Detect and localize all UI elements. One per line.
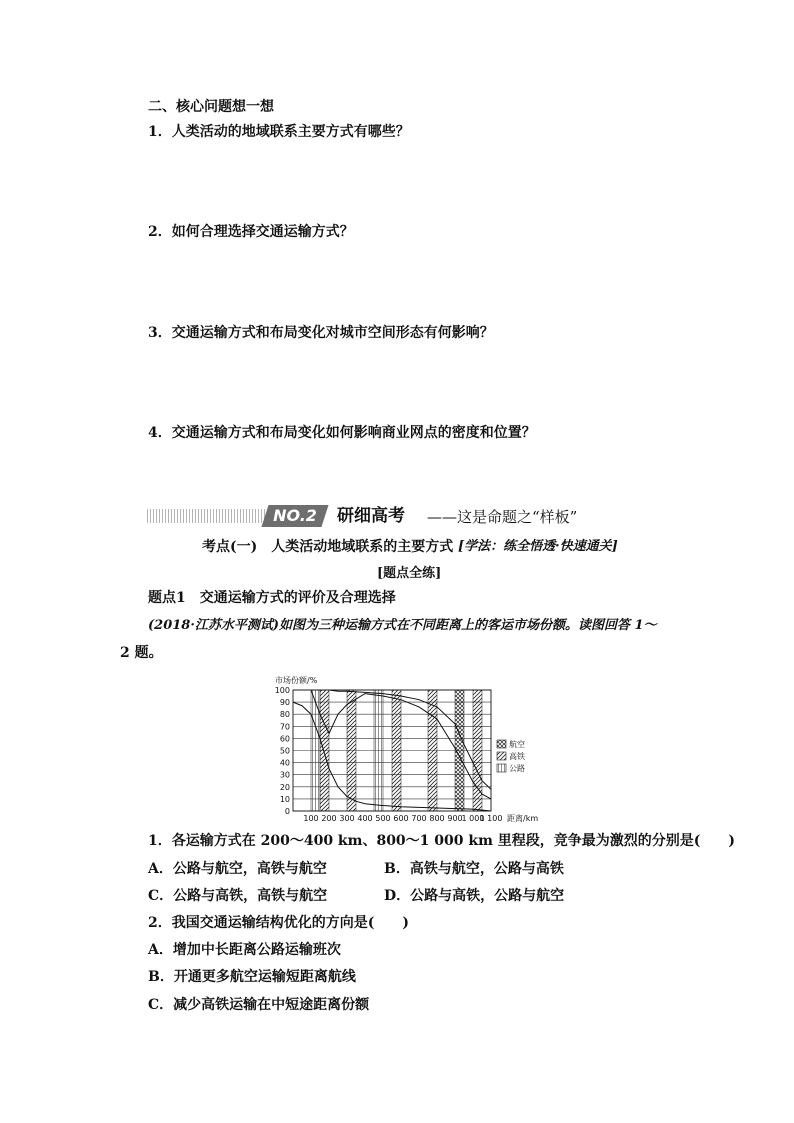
legend-label: 高铁 (509, 752, 525, 761)
banner-stripes (147, 509, 265, 523)
question-2: 2．如何合理选择交通运输方式？ (148, 224, 354, 240)
q2-stem: 2．我国交通运输结构优化的方向是( ) (148, 915, 409, 931)
y-tick-label: 100 (274, 686, 290, 695)
question-3: 3．交通运输方式和布局变化对城市空间形态有何影响？ (148, 325, 494, 341)
x-axis-label: 距离/km (507, 814, 539, 823)
y-tick-label: 0 (284, 807, 290, 816)
banner-badge (261, 505, 328, 527)
x-tick-label: 1 000 (461, 814, 485, 823)
x-tick-label: 600 (393, 814, 409, 823)
y-tick-label: 20 (279, 782, 290, 792)
question-4: 4．交通运输方式和布局变化如何影响商业网点的密度和位置？ (148, 425, 536, 441)
kaodian-sub: [题点全练] (377, 566, 442, 581)
q1-choice-d: D．公路与高铁，公路与航空 (384, 888, 565, 904)
x-tick-label: 400 (357, 814, 373, 823)
x-tick-label: 200 (321, 814, 337, 823)
market-share-chart (260, 672, 560, 827)
x-tick-label: 500 (375, 814, 391, 823)
q1-choice-a: A．公路与航空，高铁与航空 (148, 861, 327, 877)
y-tick-label: 70 (279, 722, 290, 732)
intro-line-2: 2 题。 (120, 645, 163, 661)
question-1: 1．人类活动的地域联系主要方式有哪些？ (148, 124, 410, 140)
section-heading: 二、核心问题想一想 (148, 99, 274, 115)
q1-choice-c: C．公路与高铁，高铁与航空 (148, 888, 328, 904)
y-tick-label: 30 (279, 770, 290, 780)
q2-choice-b: B．开通更多航空运输短距离航线 (148, 969, 356, 985)
hatched-band (428, 690, 437, 811)
x-tick-label: 300 (339, 814, 355, 823)
section-banner (147, 505, 607, 529)
y-tick-label: 40 (279, 758, 290, 768)
y-axis-label: 市场份额/% (275, 676, 318, 685)
q2-choice-a: A．增加中长距离公路运输班次 (148, 942, 341, 958)
x-tick-label: 700 (411, 814, 427, 823)
tidian-title: 题点1 交通运输方式的评价及合理选择 (148, 590, 396, 606)
legend-swatch (497, 740, 506, 748)
banner-subtitle: ——这是命题之“样板” (427, 508, 578, 526)
hatched-band (311, 690, 320, 811)
legend-swatch (497, 752, 506, 760)
y-tick-label: 50 (279, 746, 290, 756)
y-tick-label: 80 (279, 710, 290, 720)
kaodian-note: [学法：练全悟透·快速通关] (458, 539, 618, 554)
legend-label: 公路 (509, 764, 525, 773)
hatched-band (374, 690, 383, 811)
banner-title: 研细高考 (337, 506, 405, 526)
kaodian-title: 考点(一) 人类活动地域联系的主要方式 (202, 539, 454, 555)
x-tick-label: 100 (303, 814, 319, 823)
intro-line-1: (2018·江苏水平测试)如图为三种运输方式在不同距离上的客运市场份额。读图回答 1～ (148, 618, 657, 633)
x-tick-label: 900 (447, 814, 463, 823)
y-tick-label: 10 (279, 794, 290, 804)
x-tick-label: 800 (429, 814, 445, 823)
hatched-band (347, 690, 356, 811)
banner-badge-text: NO.2 (273, 506, 317, 525)
q1-stem: 1．各运输方式在 200～400 km、800～1 000 km 里程段，竞争最为激烈的分别是( ) (148, 833, 736, 849)
legend-label: 航空 (509, 740, 525, 749)
legend-swatch (497, 764, 506, 772)
hatched-band (392, 690, 401, 811)
hatched-band (320, 690, 329, 811)
q2-choice-c: C．减少高铁运输在中短途距离份额 (148, 997, 370, 1013)
x-tick-label: 1 100 (479, 814, 503, 823)
q1-choice-b: B．高铁与航空，公路与高铁 (384, 861, 564, 877)
y-tick-label: 90 (279, 698, 290, 708)
y-tick-label: 60 (279, 734, 290, 744)
